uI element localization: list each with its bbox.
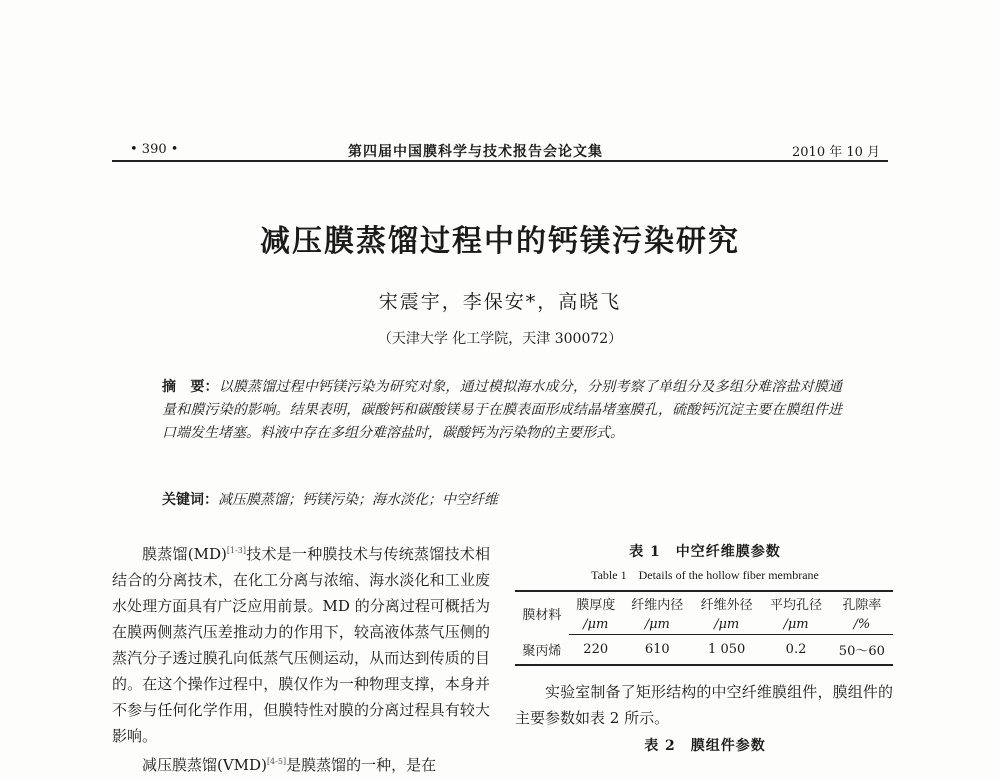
table-header-cell: 纤维内径 [623, 591, 692, 615]
body-column-left [112, 538, 490, 778]
authors: 宋震宇，李保安*，高晓飞 [378, 291, 622, 313]
citation-ref: [1-3] [226, 546, 246, 555]
affiliation: （天津大学 化工学院，天津 300072） [377, 331, 623, 347]
citation-ref: [4-5] [266, 757, 287, 766]
journal-title: 第四届中国膜科学与技术报告会论文集 [348, 144, 603, 160]
table-cell: 1 050 [692, 635, 761, 666]
table-cell: 聚丙烯 [515, 635, 569, 666]
table-row [515, 635, 893, 666]
table-unit-cell: /μm [569, 615, 623, 635]
table1 [515, 590, 893, 666]
table-cell: 610 [623, 635, 692, 666]
table1-title-en: Table 1 Details of the hollow fiber membrane [591, 568, 819, 582]
paper-title: 减压膜蒸馏过程中的钙镁污染研究 [260, 224, 740, 259]
body-column-right [515, 679, 893, 731]
abstract-text: 以膜蒸馏过程中钙镁污染为研究对象，通过模拟海水成分，分别考察了单组分及多组分难溶盐对膜通量和膜污染的影响。结果表明，碳酸钙和碳酸镁易于在膜表面形成结晶堵塞膜孔，硫酸钙沉淀主要在膜组件进口端发生堵塞。料液中存在多组分难溶盐时，碳酸钙为污染物的主要形式。 [162, 379, 843, 441]
table-cell: 0.2 [761, 635, 830, 666]
body-paragraph: 膜蒸馏(MD)[1-3]技术是一种膜技术与传统蒸馏技术相结合的分离技术，在化工分离与浓缩、海水淡化和工业废水处理方面具有广泛应用前景。MD 的分离过程可概括为在膜两侧蒸汽压差推动力的作用下，较高液体蒸气压侧的蒸汽分子透过膜孔向低蒸气压侧运动，从而达到传质的目的。在这个操作过程中，膜仅作为一种物理支撑，本身并不参与任何化学作用，但膜特性对膜的分离过程具有较大影响。 [112, 545, 490, 745]
keywords-text: 减压膜蒸馏；钙镁污染；海水淡化；中空纤维 [218, 492, 498, 508]
table-unit-cell: /μm [623, 615, 692, 635]
table-cell: 220 [569, 635, 623, 666]
page-number: • 390 • [130, 142, 179, 157]
table-cell: 50～60 [831, 635, 893, 666]
table-header-cell: 膜材料 [515, 591, 569, 635]
abstract [162, 376, 842, 445]
table-header-cell: 孔隙率 [831, 591, 893, 615]
table-unit-cell: /μm [692, 615, 761, 635]
table2-title: 表 2 膜组件参数 [644, 738, 766, 754]
publication-date: 2010 年 10 月 [792, 145, 881, 160]
table-unit-cell: /μm [761, 615, 830, 635]
table-header-cell: 平均孔径 [761, 591, 830, 615]
table-unit-cell: /% [831, 615, 893, 635]
header-rule [112, 160, 888, 162]
body-paragraph: 实验室制备了矩形结构的中空纤维膜组件，膜组件的主要参数如表 2 所示。 [515, 683, 893, 727]
table1-title: 表 1 中空纤维膜参数 [629, 544, 781, 560]
table-header-cell: 膜厚度 [569, 591, 623, 615]
body-paragraph: 减压膜蒸馏(VMD)[4-5]是膜蒸馏的一种，是在 [142, 756, 437, 774]
abstract-label: 摘 要： [162, 379, 219, 395]
keywords [162, 489, 842, 509]
keywords-label: 关键词： [162, 492, 218, 508]
table-header-cell: 纤维外径 [692, 591, 761, 615]
